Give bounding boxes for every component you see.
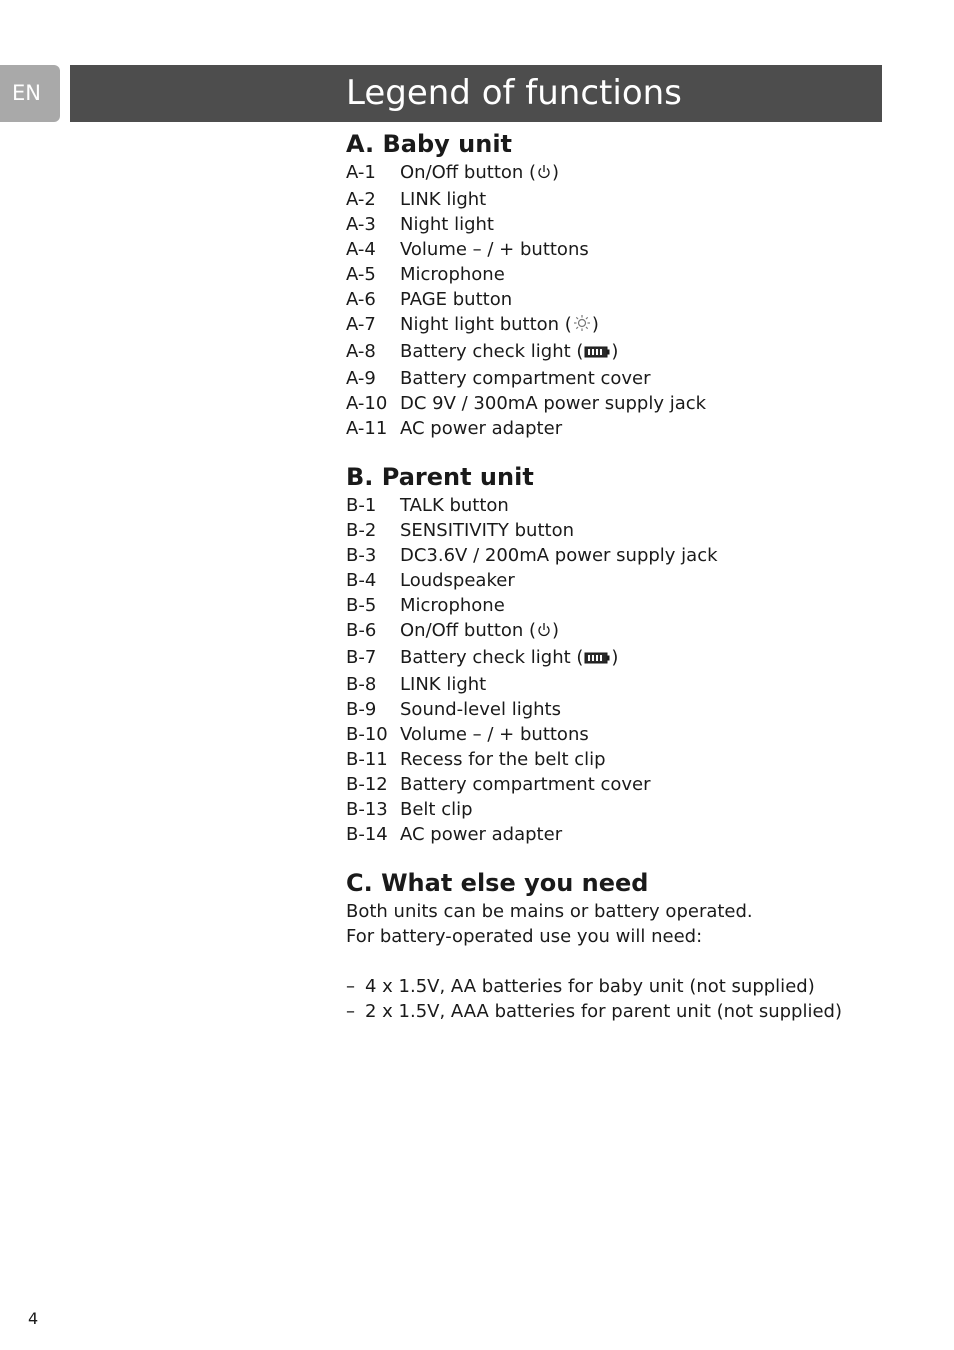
legend-item-text: PAGE button [400, 289, 513, 310]
bullet-item [346, 974, 886, 999]
legend-item-text: Microphone [400, 264, 505, 285]
legend-item-code: B-5 [346, 595, 377, 616]
legend-item [346, 339, 886, 366]
legend-item-text: DC 9V / 300mA power supply jack [400, 393, 707, 414]
legend-item [346, 212, 886, 237]
legend-item-code: A-1 [346, 162, 376, 183]
legend-item-code: A-9 [346, 368, 376, 389]
section-a-list [346, 160, 886, 441]
legend-item [346, 618, 886, 645]
legend-item-label [400, 160, 559, 187]
legend-item-label [400, 747, 606, 772]
section-c-line-1: Both units can be mains or battery operated. [346, 901, 753, 922]
legend-item [346, 493, 886, 518]
legend-item-text: Battery compartment cover [400, 368, 651, 389]
bullet-text: 4 x 1.5V, AA batteries for baby unit (not supplied) [365, 976, 815, 997]
bullet-dash: – [346, 1001, 355, 1022]
legend-item [346, 672, 886, 697]
legend-item [346, 593, 886, 618]
legend-item-text-end: ) [611, 341, 619, 362]
legend-item-text: Night light button ( [400, 314, 572, 335]
language-tab-label: EN [12, 81, 41, 105]
legend-item-label [400, 822, 562, 847]
legend-item [346, 645, 886, 672]
legend-item-text: LINK light [400, 189, 487, 210]
bullet-item [346, 999, 886, 1024]
legend-item-text: Sound-level lights [400, 699, 561, 720]
section-c-line-2: For battery-operated use you will need: [346, 926, 703, 947]
legend-item-text: Belt clip [400, 799, 473, 820]
legend-item-code: B-9 [346, 699, 377, 720]
bullet-text: 2 x 1.5V, AAA batteries for parent unit (not supplied) [365, 1001, 842, 1022]
legend-item-label [400, 493, 509, 518]
legend-item-label [400, 212, 494, 237]
sun-icon [573, 314, 591, 339]
legend-item-code: A-11 [346, 418, 388, 439]
legend-item-label [400, 416, 562, 441]
legend-item-text: Volume – / + buttons [400, 239, 589, 260]
spacer [346, 949, 886, 974]
legend-item [346, 366, 886, 391]
section-b-list [346, 493, 886, 847]
legend-item [346, 697, 886, 722]
legend-item-code: A-3 [346, 214, 376, 235]
legend-item [346, 237, 886, 262]
legend-item-label [400, 237, 589, 262]
legend-item-text: Night light [400, 214, 494, 235]
legend-item [346, 391, 886, 416]
legend-item [346, 518, 886, 543]
legend-item-code: B-7 [346, 647, 377, 668]
legend-item [346, 568, 886, 593]
legend-item-code: B-6 [346, 620, 377, 641]
legend-item-label [400, 593, 505, 618]
legend-item-label [400, 187, 486, 212]
legend-item-code: B-12 [346, 774, 388, 795]
legend-item [346, 416, 886, 441]
legend-item-text: Battery check light ( [400, 341, 584, 362]
legend-item [346, 772, 886, 797]
legend-item [346, 287, 886, 312]
main-content [346, 128, 886, 1024]
page-number: 4 [28, 1309, 39, 1328]
legend-item [346, 160, 886, 187]
page-title: Legend of functions [346, 73, 682, 113]
legend-item-text: AC power adapter [400, 824, 563, 845]
legend-item-text: LINK light [400, 674, 487, 695]
legend-item-code: B-4 [346, 570, 377, 591]
legend-item-code: A-2 [346, 189, 376, 210]
legend-item-text: Recess for the belt clip [400, 749, 606, 770]
legend-item-label [400, 366, 651, 391]
legend-item-label [400, 618, 559, 645]
section-c-heading: C. What else you need [346, 869, 649, 897]
bullet-dash: – [346, 976, 355, 997]
legend-item-text: DC3.6V / 200mA power supply jack [400, 545, 718, 566]
legend-item-code: B-8 [346, 674, 377, 695]
legend-item-text: Battery compartment cover [400, 774, 651, 795]
legend-item-text-end: ) [552, 162, 560, 183]
legend-item-label [400, 312, 599, 339]
legend-item-code: B-13 [346, 799, 388, 820]
legend-item [346, 312, 886, 339]
legend-item-label [400, 339, 618, 366]
legend-item-text: Loudspeaker [400, 570, 515, 591]
legend-item-text-end: ) [591, 314, 599, 335]
legend-item-label [400, 391, 706, 416]
legend-item-code: A-4 [346, 239, 376, 260]
legend-item-code: A-7 [346, 314, 376, 335]
legend-item-code: A-6 [346, 289, 376, 310]
legend-item-label [400, 697, 561, 722]
legend-item [346, 722, 886, 747]
legend-item-code: B-11 [346, 749, 388, 770]
legend-item-text-end: ) [552, 620, 560, 641]
legend-item-label [400, 287, 512, 312]
legend-item [346, 543, 886, 568]
legend-item-code: B-3 [346, 545, 377, 566]
legend-item [346, 822, 886, 847]
legend-item-text: SENSITIVITY button [400, 520, 575, 541]
legend-item-text: On/Off button ( [400, 162, 537, 183]
legend-item [346, 262, 886, 287]
legend-item-label [400, 543, 718, 568]
legend-item-code: A-10 [346, 393, 388, 414]
legend-item-code: B-14 [346, 824, 388, 845]
legend-item-text: On/Off button ( [400, 620, 537, 641]
legend-item-code: A-5 [346, 264, 376, 285]
legend-item-label [400, 772, 651, 797]
legend-item-label [400, 568, 515, 593]
legend-item-label [400, 722, 589, 747]
legend-item-label [400, 262, 505, 287]
legend-item-text: Battery check light ( [400, 647, 584, 668]
legend-item-code: A-8 [346, 341, 376, 362]
legend-item-text: Volume – / + buttons [400, 724, 589, 745]
legend-item-label [400, 645, 618, 672]
legend-item [346, 747, 886, 772]
legend-item-label [400, 672, 486, 697]
title-bar [70, 65, 882, 122]
power-icon [537, 162, 551, 187]
power-icon [537, 620, 551, 645]
legend-item-text-end: ) [611, 647, 619, 668]
legend-item-code: B-1 [346, 495, 377, 516]
battery-icon [584, 647, 610, 672]
language-tab [0, 65, 60, 122]
battery-icon [584, 341, 610, 366]
legend-item-code: B-10 [346, 724, 388, 745]
section-a-heading: A. Baby unit [346, 130, 513, 158]
legend-item-code: B-2 [346, 520, 377, 541]
legend-item-label [400, 797, 473, 822]
legend-item [346, 187, 886, 212]
section-b-heading: B. Parent unit [346, 463, 534, 491]
legend-item [346, 797, 886, 822]
legend-item-label [400, 518, 574, 543]
legend-item-text: TALK button [400, 495, 509, 516]
legend-item-text: Microphone [400, 595, 505, 616]
legend-item-text: AC power adapter [400, 418, 563, 439]
